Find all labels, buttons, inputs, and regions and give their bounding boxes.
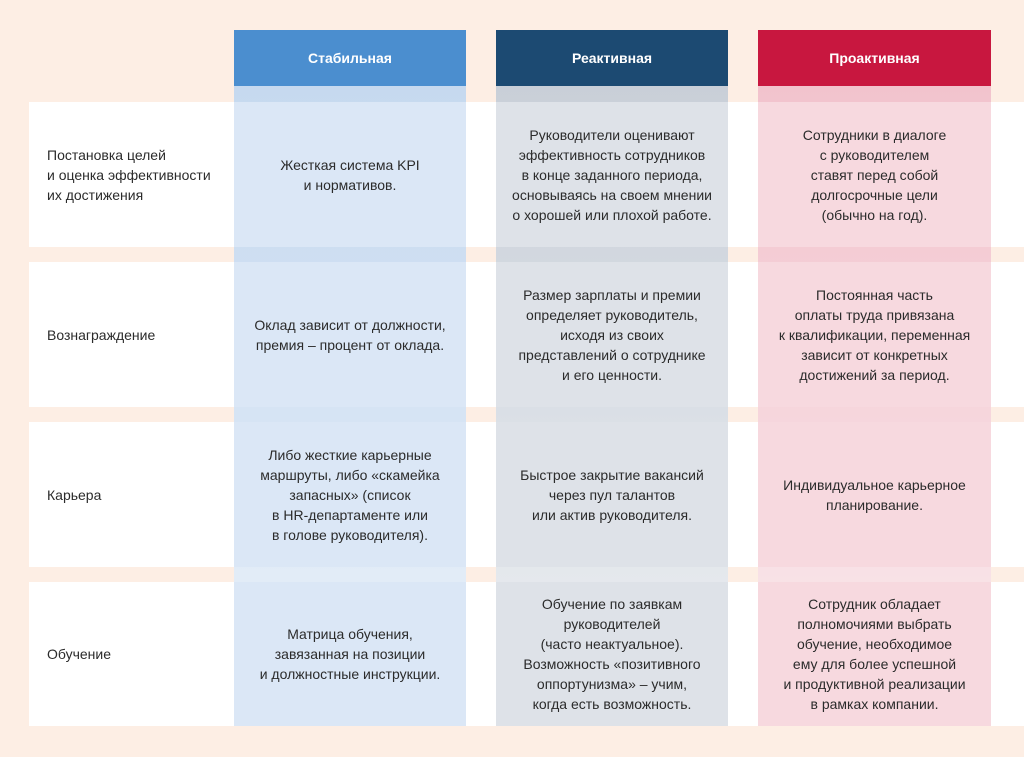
cell-career-stable: Либо жесткие карьерные маршруты, либо «скамейка запасных» (список в HR-департаменте или в голове руководителя). [234,422,466,567]
cell-career-proactive: Индивидуальное карьерное планирование. [758,422,991,567]
row-label-goals: Постановка целей и оценка эффективности их достижения [47,146,211,203]
cell-reward-proactive: Постоянная часть оплаты труда привязана к квалификации, переменная зависит от конкретных достижений за период. [758,262,991,407]
cell-goals-stable: Жесткая система KPI и нормативов. [234,102,466,247]
header-stable: Стабильная [234,30,466,86]
cell-training-reactive: Обучение по заявкам руководителей (часто неактуальное). Возможность «позитивного оппортунизма» – учим, когда есть возможность. [496,582,728,726]
cell-reward-stable: Оклад зависит от должности, премия – процент от оклада. [234,262,466,407]
cell-training-proactive: Сотрудник обладает полномочиями выбрать обучение, необходимое ему для более успешной и продуктивной реализации в рамках компании. [758,582,991,726]
cell-goals-reactive: Руководители оценивают эффективность сотрудников в конце заданного периода, основываясь на своем мнении о хорошей или плохой работе. [496,102,728,247]
cell-career-reactive: Быстрое закрытие вакансий через пул талантов или актив руководителя. [496,422,728,567]
row-label-career: Карьера [47,486,102,503]
cell-goals-proactive: Сотрудники в диалоге с руководителем ставят перед собой долгосрочные цели (обычно на год). [758,102,991,247]
header-proactive: Проактивная [758,30,991,86]
cell-reward-reactive: Размер зарплаты и премии определяет руководитель, исходя из своих представлений о сотруднике и его ценности. [496,262,728,407]
header-reactive: Реактивная [496,30,728,86]
row-label-reward: Вознаграждение [47,326,156,343]
row-label-training: Обучение [47,646,112,662]
cell-training-stable: Матрица обучения, завязанная на позиции и должностные инструкции. [234,582,466,726]
